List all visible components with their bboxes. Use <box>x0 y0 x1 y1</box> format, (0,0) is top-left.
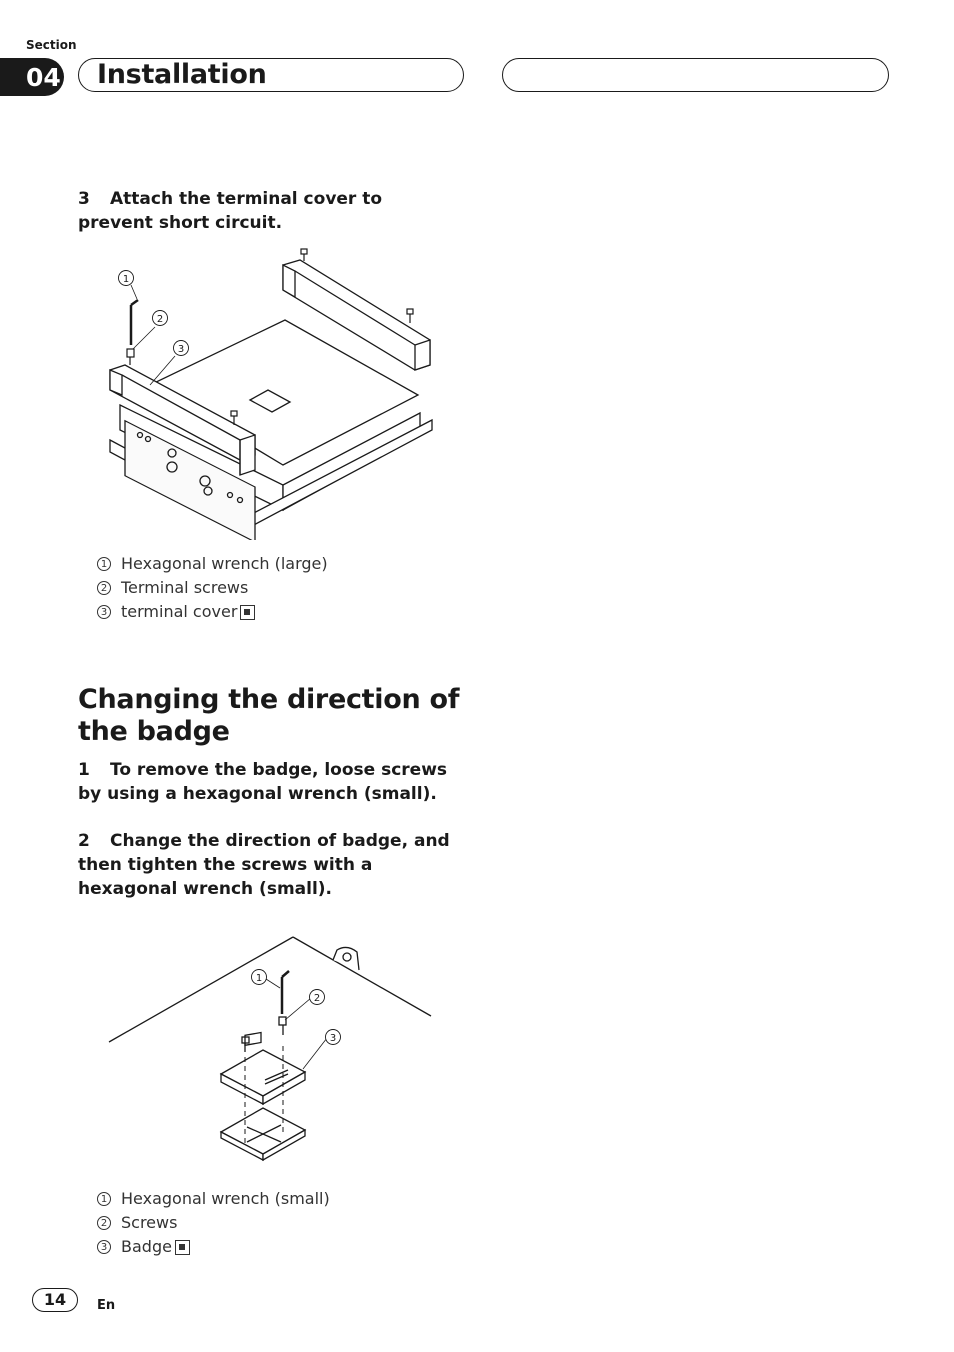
terminal-cover-illustration <box>100 245 440 540</box>
legend-number: 3 <box>97 605 111 619</box>
legend-number: 1 <box>97 557 111 571</box>
badge-illustration <box>105 932 435 1164</box>
legend-item <box>97 576 328 600</box>
badge-step-2 <box>78 829 458 901</box>
language-code: En <box>97 1298 116 1313</box>
badge-section-heading: Changing the direction of the badge <box>78 684 460 747</box>
legend-item <box>97 1235 330 1259</box>
legend-number: 2 <box>97 1216 111 1230</box>
legend-label: Terminal screws <box>121 578 249 597</box>
legend-label: Screws <box>121 1213 178 1232</box>
callout-3: 3 <box>177 344 185 355</box>
callout-2: 2 <box>156 314 164 325</box>
step-text: Attach the terminal cover to prevent short circuit. <box>78 189 383 233</box>
figure1-legend <box>97 552 328 624</box>
page-number: 14 <box>32 1288 78 1312</box>
legend-number: 2 <box>97 581 111 595</box>
end-mark-icon <box>175 1240 190 1255</box>
section-title: Installation <box>78 58 464 92</box>
section-header-empty-box <box>502 58 889 92</box>
step-text: To remove the badge, loose screws by using a hexagonal wrench (small). <box>78 760 448 804</box>
legend-label: Hexagonal wrench (large) <box>121 554 328 573</box>
end-mark-icon <box>240 605 255 620</box>
step-text: Change the direction of badge, and then tighten the screws with a hexagonal wrench (small). <box>78 831 450 899</box>
legend-item <box>97 552 328 576</box>
legend-item <box>97 1211 330 1235</box>
legend-label: terminal cover <box>121 602 238 621</box>
step-number: 1 <box>78 760 90 780</box>
legend-item <box>97 1187 330 1211</box>
badge-step-1 <box>78 758 458 806</box>
legend-number: 1 <box>97 1192 111 1206</box>
figure2-legend <box>97 1187 330 1259</box>
step-3 <box>78 187 458 235</box>
callout-1: 1 <box>255 973 263 984</box>
legend-item <box>97 600 328 624</box>
callout-3: 3 <box>329 1033 337 1044</box>
section-label: Section <box>26 38 77 52</box>
legend-number: 3 <box>97 1240 111 1254</box>
step-number: 3 <box>78 189 90 209</box>
legend-label: Badge <box>121 1237 172 1256</box>
step-number: 2 <box>78 831 90 851</box>
section-number-badge: 04 <box>0 58 64 96</box>
callout-2: 2 <box>313 993 321 1004</box>
callout-1: 1 <box>122 274 130 285</box>
legend-label: Hexagonal wrench (small) <box>121 1189 330 1208</box>
